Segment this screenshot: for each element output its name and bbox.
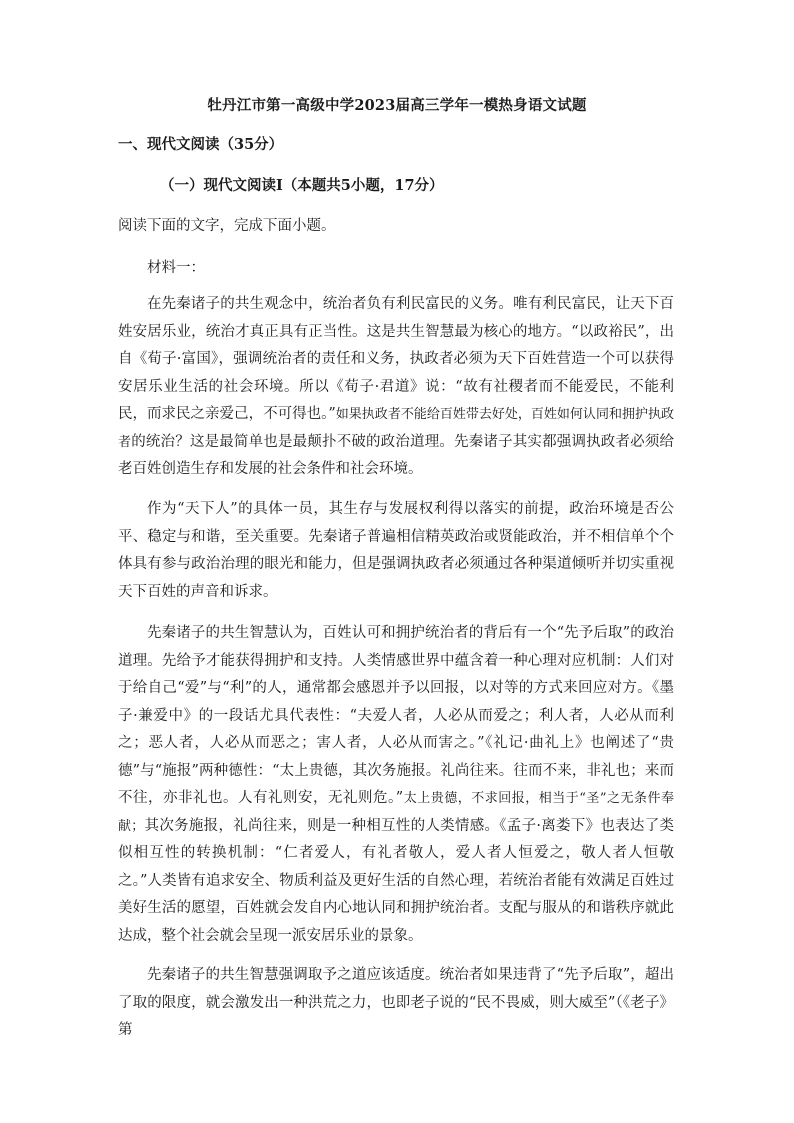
reading-instruction: 阅读下面的文字，完成下面小题。 [118,218,336,234]
paragraph-1-text-a: 在先秦诸子的共生观念中，统治者负有利民富民的义务。唯有利民富民，让天下百姓安居乐业，统治才真正具有正当性。这是共生智慧最为核心的地方。“以政裕民”，出自《荀子·富国》，强调统治者的责任和义务，执政者必须为天下百姓营造一个可以获得安居乐业生活的社会环境。所以《荀子·君道》说：“故有社稷者而不能爱民，不能利民，而求民之亲爱己，不可得也。” [118,296,674,422]
paragraph-1-text-c: 的统治？这是最简单也是最颠扑不破的政治道理。先秦诸子其实都强调执政者必须给老百姓创造生存和发展的社会条件和社会环境。 [118,433,674,477]
paragraph-1-text-b: 如果执政者不能给百姓带去好处，百姓如何认同和拥护执政者 [118,407,674,450]
material-label: 材料一： [147,260,205,276]
section-heading: 一、现代文阅读（35分） [118,136,284,153]
paragraph-3-text-c: 其次务施报，礼尚往来，则是一种相互性的人类情感。《孟子·离娄下》也表达了类似相互性的转换机制：“仁者爱人，有礼者敬人，爱人者人恒爱之，敬人者人恒敬之。”人类皆有追求安全、物质利益及更好生活的自然心理，若统治者能有效满足百姓过美好生活的愿望，百姓就会发自内心地认同和拥护统治者。支配与服从的和谐秩序就此达成，整个社会就会呈现一派安居乐业的景象。 [118,817,674,944]
paragraph-1 [118,291,674,484]
paragraph-3-text-a: 先秦诸子的共生智慧认为，百姓认可和拥护统治者的背后有一个“先予后取”的政治道理。先给予才能获得拥护和支持。人类情感世界中蕴含着一种心理对应机制：人们对于给自己“爱”与“利”的人，通常都会感恩并予以回报，以对等的方式来回应对方。《墨子·兼爱中》的一段话尤具代表性：“夫爱人者，人必从而爱之；利人者，人必从而利之；恶人者，人必从而恶之；害人者，人必从而害之。”《礼记·曲礼上》也阐述了“贵德”与“施报”两种德性：“太上贵德，其次务施报。礼尚往来。往而不来，非礼也；来而不往，亦非礼也。人有礼则安，无礼则危。” [118,625,674,806]
paragraph-3-text-b: 太上贵德，不求回报，相当于“圣”之无条件奉献； [118,791,674,834]
paragraph-4: 先秦诸子的共生智慧强调取予之道应该适度。统治者如果违背了“先予后取”，超出了取的限度，就会激发出一种洪荒之力，也即老子说的“民不畏威，则大威至”（《老子》第 [118,967,674,1038]
paragraph-3 [118,620,674,950]
page-title: 牡丹江市第一高级中学2023届高三学年一模热身语文试题 [207,97,587,114]
paragraph-2: 作为“天下人”的具体一员，其生存与发展权利得以落实的前提，政治环境是否公平、稳定与和谐，至关重要。先秦诸子普遍相信精英政治或贤能政治，并不相信单个个体具有参与政治治理的眼光和能力，但是强调执政者必须通过各种渠道倾听并切实重视天下百姓的声音和诉求。 [118,501,674,600]
subsection-heading: （一）现代文阅读Ⅰ（本题共5小题，17分） [160,177,444,194]
